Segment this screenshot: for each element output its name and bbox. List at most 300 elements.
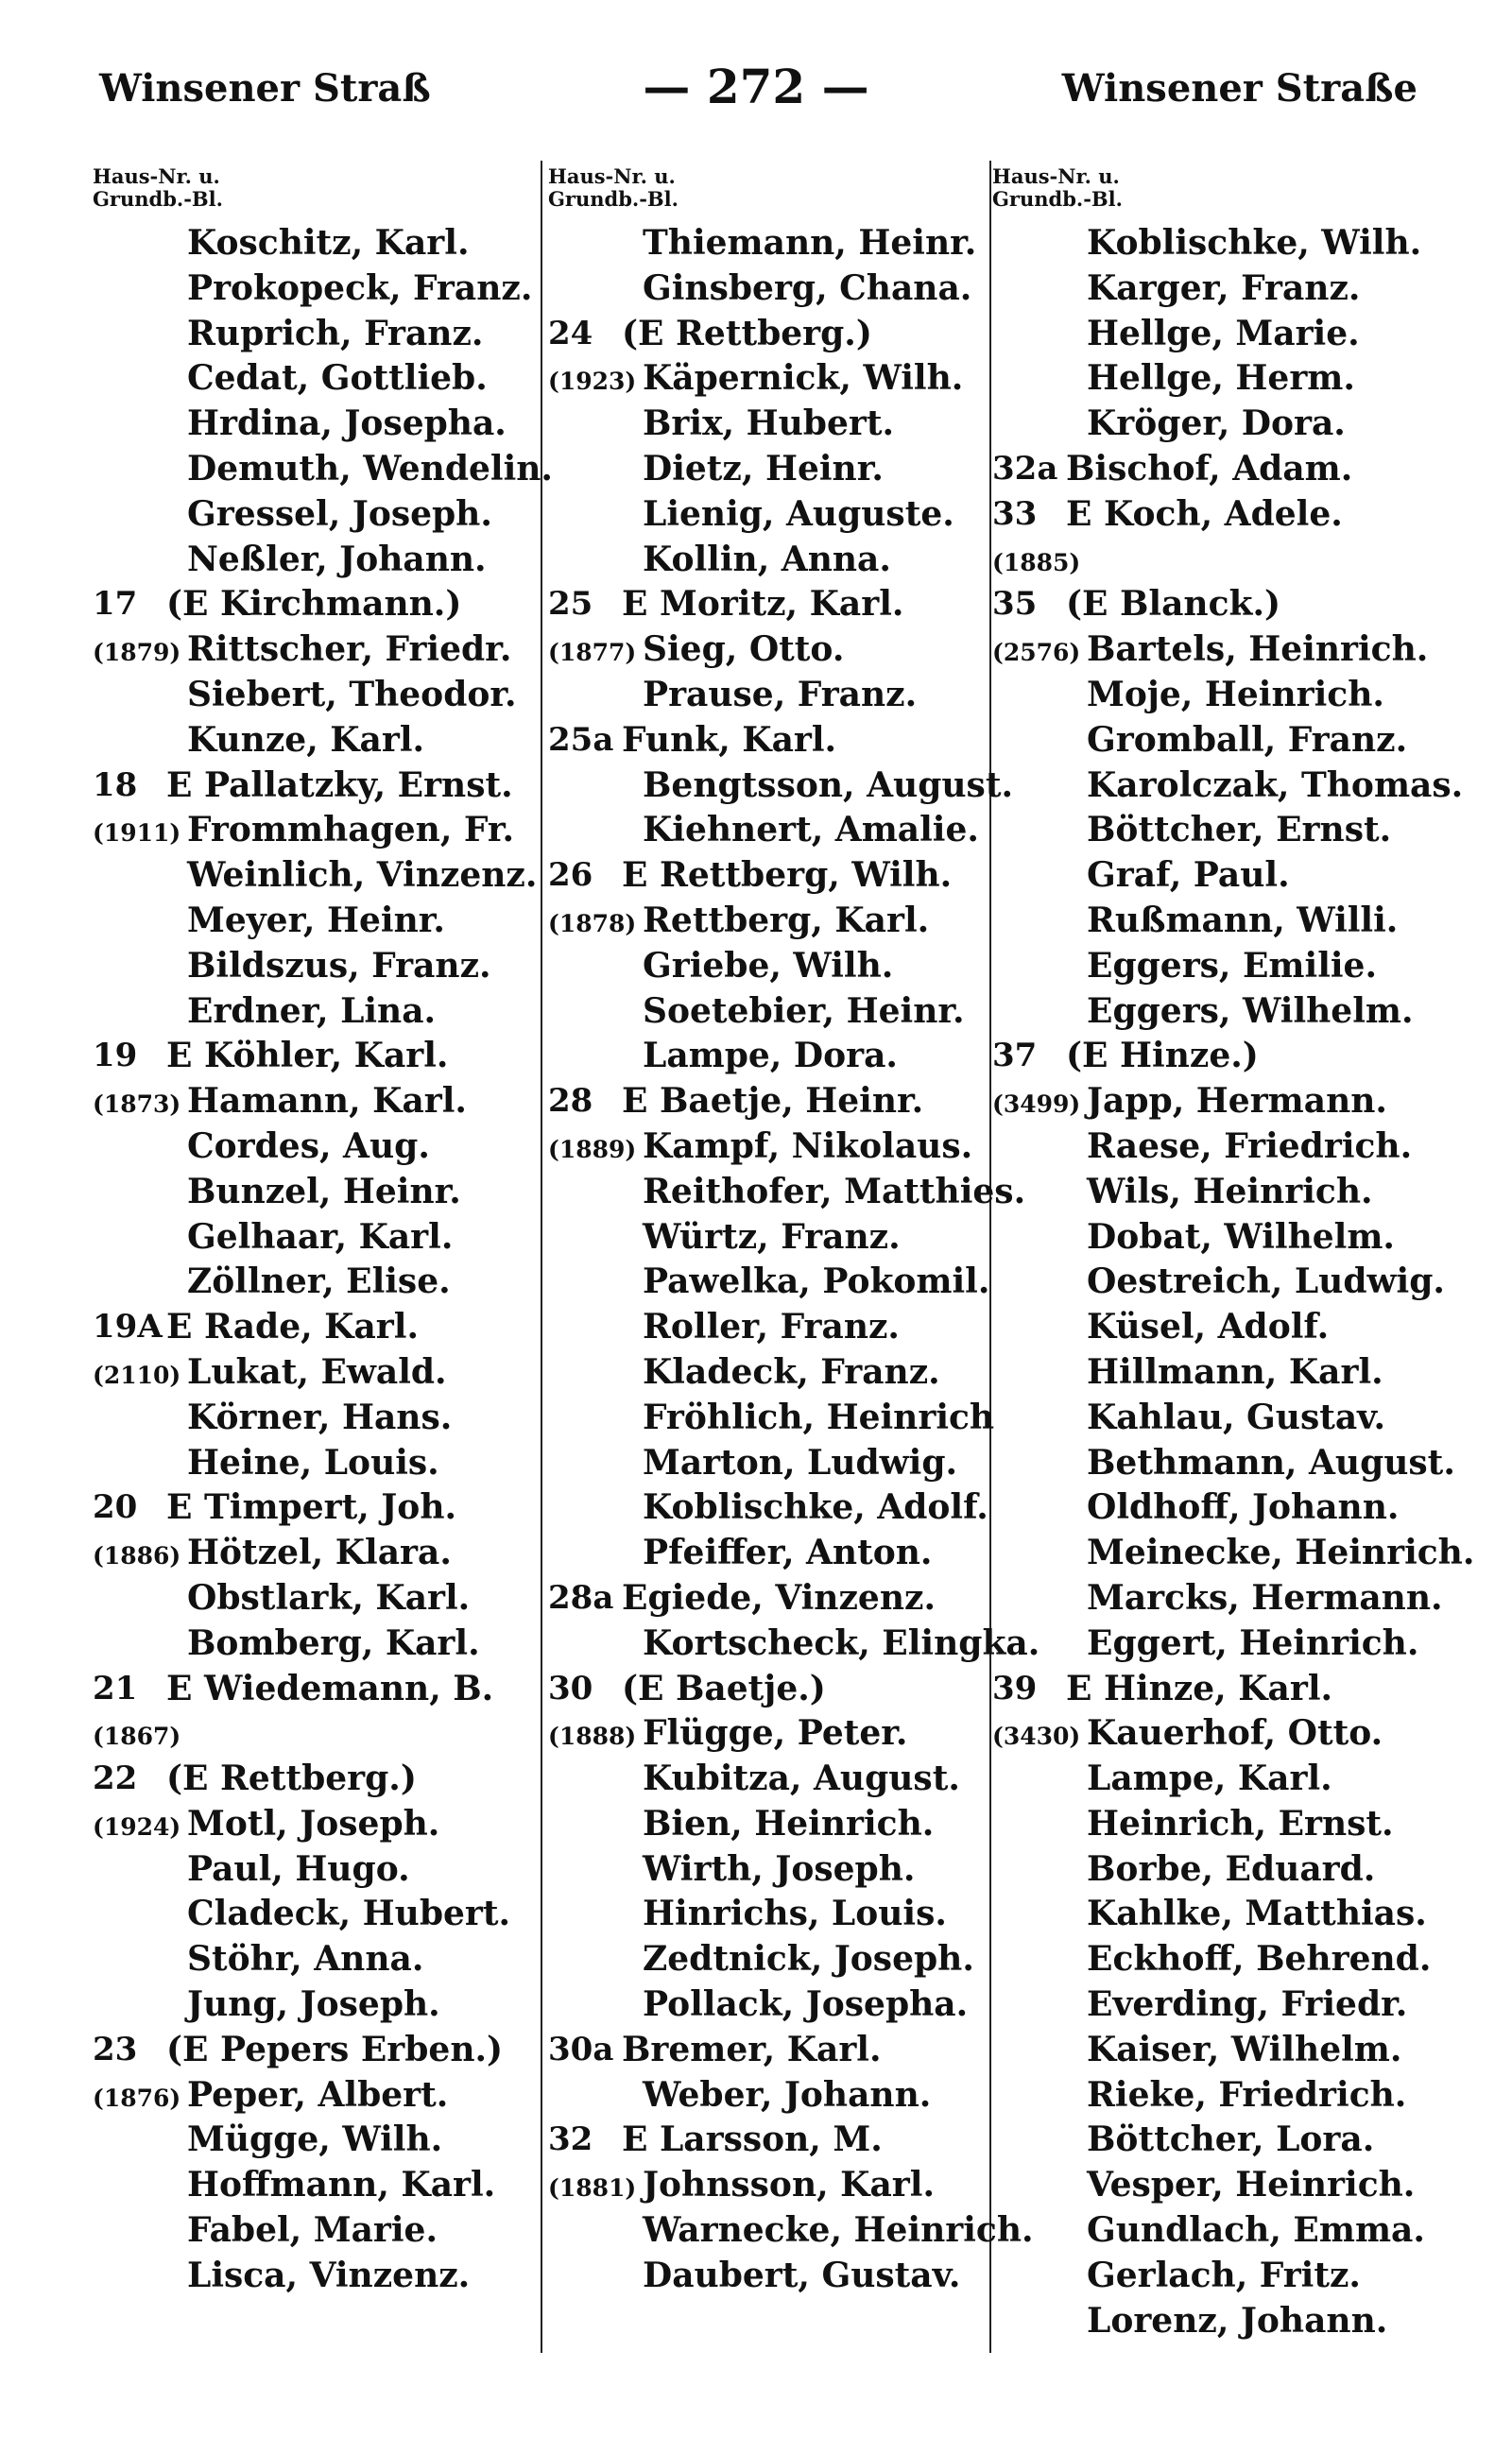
resident-name: Wils, Heinrich. [1087,1171,1373,1211]
resident-name: Hrdina, Josepha. [187,403,507,444]
resident-name: Oldhoff, Johann. [1087,1487,1400,1528]
land-register-number: (1911) [93,819,181,848]
resident-name: Funk, Karl. [622,719,837,760]
directory-entry [548,1621,1040,1666]
directory-entry [548,1259,988,1304]
directory-entry [992,446,1469,491]
directory-entry [93,2207,537,2253]
directory-entry [548,717,988,763]
resident-name: Rittscher, Friedr. [187,629,512,670]
house-number: 28a [548,1578,614,1617]
house-number: 18 [93,765,138,804]
house-number: 32 [548,2120,593,2159]
directory-entry [992,266,1469,311]
resident-name: E Moritz, Karl. [622,584,904,625]
directory-entry [93,852,537,898]
house-number: 32a [992,449,1058,488]
house-number: 30a [548,2030,614,2068]
directory-entry [548,1078,988,1124]
directory-entry [992,2117,1469,2162]
directory-entry [992,220,1469,266]
land-register-number: (1924) [93,1812,181,1841]
column-header-line2: Grundb.-Bl. [548,187,679,211]
directory-entry [93,1033,537,1078]
directory-entry [548,988,988,1034]
resident-name: Zöllner, Elise. [187,1261,451,1302]
resident-name: Marton, Ludwig. [643,1442,958,1483]
column-3 [992,164,1475,2342]
column-header-line2: Grundb.-Bl. [93,187,223,211]
column-1 [93,164,553,2298]
directory-entry [992,2207,1469,2253]
resident-name: Jung, Joseph. [187,1984,440,2025]
resident-name: Bunzel, Heinr. [187,1171,461,1211]
directory-entry [93,2162,537,2207]
land-register-number: (1888) [548,1723,637,1751]
resident-name: Prause, Franz. [643,674,918,714]
resident-name: Graf, Paul. [1087,855,1290,896]
directory-entry [93,717,537,763]
directory-entry [93,446,553,491]
resident-name: Hötzel, Klara. [187,1533,452,1573]
directory-entry [548,491,988,537]
column-header [992,165,1469,220]
resident-name: Thiemann, Heinr. [643,223,977,263]
house-number: 37 [992,1037,1038,1075]
land-register-number: (3430) [992,1723,1081,1751]
directory-entry [93,311,537,356]
column-header [548,165,988,220]
resident-name: Erdner, Lina. [187,990,437,1031]
directory-entry [93,266,537,311]
resident-name: Bomberg, Karl. [187,1622,480,1663]
directory-entry [548,2027,988,2072]
directory-entry [93,1936,537,1982]
directory-entry [992,2162,1469,2207]
resident-name: Hillmann, Karl. [1087,1351,1383,1392]
directory-entry [548,2253,988,2298]
directory-entry [93,1846,537,1892]
directory-entry [548,1214,988,1260]
resident-name: Mügge, Wilh. [187,2119,443,2160]
directory-entry [548,1936,988,1982]
directory-entry [992,1214,1469,1260]
resident-name: Koschitz, Karl. [187,223,470,263]
house-number: 39 [992,1669,1038,1708]
resident-name: Rettberg, Karl. [643,900,930,940]
resident-name: (E Hinze.) [1066,1036,1259,1076]
directory-entry [93,1169,537,1214]
directory-entry [93,401,537,446]
directory-entry [992,401,1469,446]
resident-name: Lukat, Ewald. [187,1351,447,1392]
directory-entry [992,1395,1469,1440]
resident-name: Daubert, Gustav. [643,2255,961,2295]
land-register-number: (1923) [548,368,637,396]
column-header-line1: Haus-Nr. u. [93,164,220,188]
house-number: 25a [548,720,614,759]
resident-name: Warnecke, Heinrich. [643,2210,1034,2251]
land-register-number: (1877) [548,639,637,667]
resident-name: Neßler, Johann. [187,539,487,579]
resident-name: Eggers, Wilhelm. [1087,990,1414,1031]
directory-entry [93,2253,537,2298]
directory-entry [992,2072,1469,2118]
resident-name: Reithofer, Matthies. [643,1171,1026,1211]
directory-entry [548,2207,1034,2253]
directory-entry [93,1395,537,1440]
directory-entry [93,626,537,672]
directory-entry [548,2117,988,2162]
directory-entry [992,763,1469,808]
resident-name: Heine, Louis. [187,1442,439,1483]
resident-name: Sieg, Otto. [643,629,845,670]
directory-entry [992,898,1469,943]
directory-entry [93,1304,537,1349]
resident-name: Siebert, Theodor. [187,674,517,714]
directory-entry [992,1846,1469,1892]
directory-entry [93,1982,537,2027]
directory-entry [992,2298,1469,2343]
directory-entry [992,1033,1469,1078]
house-number: 35 [992,585,1038,624]
resident-name: Kaiser, Wilhelm. [1087,2029,1402,2069]
directory-entry [992,355,1469,401]
land-register-number: (2110) [93,1361,181,1389]
directory-entry [548,672,988,717]
resident-name: Würtz, Franz. [643,1216,901,1257]
resident-name: Roller, Franz. [643,1307,900,1347]
resident-name: Heinrich, Ernst. [1087,1803,1394,1844]
directory-entry [93,537,537,582]
resident-name: (E Kirchmann.) [166,584,462,625]
directory-entry [992,1936,1469,1982]
resident-name: E Rettberg, Wilh. [622,855,953,896]
resident-name: Kiehnert, Amalie. [643,810,979,850]
directory-entry [548,1169,1026,1214]
page-number: — 272 — [643,59,869,114]
directory-entry [93,1710,537,1756]
resident-name: (E Rettberg.) [622,313,872,353]
resident-name: Kollin, Anna. [643,539,891,579]
house-number: 33 [992,494,1038,533]
resident-name: Ruprich, Franz. [187,313,484,353]
column-header-line2: Grundb.-Bl. [992,187,1123,211]
resident-name: E Pallatzky, Ernst. [166,764,513,805]
resident-name: Rieke, Friedrich. [1087,2074,1407,2115]
directory-entry [548,2072,988,2118]
directory-entry [548,1710,988,1756]
resident-name: Pollack, Josepha. [643,1984,969,2025]
resident-name: Moje, Heinrich. [1087,674,1384,714]
directory-entry [93,1756,537,1801]
column-header-line1: Haus-Nr. u. [992,164,1120,188]
directory-entry [548,355,988,401]
directory-entry [93,1440,537,1485]
resident-name: Eckhoff, Behrend. [1087,1939,1432,1980]
resident-name: Gerlach, Fritz. [1087,2255,1361,2295]
resident-name: Griebe, Wilh. [643,945,894,986]
directory-entry [93,1621,537,1666]
directory-entry [992,1801,1469,1846]
directory-entry [548,266,988,311]
land-register-number: (1885) [992,548,1081,576]
resident-name: Eggers, Emilie. [1087,945,1377,986]
directory-entry [93,581,537,626]
resident-name: Peper, Albert. [187,2074,449,2115]
resident-name: Cedat, Gottlieb. [187,358,488,399]
resident-name: Dietz, Heinr. [643,448,884,489]
resident-name: Fröhlich, Heinrich [643,1397,995,1437]
resident-name: Dobat, Wilhelm. [1087,1216,1395,1257]
resident-name: E Baetje, Heinr. [622,1081,924,1122]
resident-name: Koblischke, Wilh. [1087,223,1422,263]
directory-entry [992,1440,1469,1485]
land-register-number: (1879) [93,639,181,667]
resident-name: Bildszus, Franz. [187,945,491,986]
house-number: 25 [548,585,593,624]
land-register-number: (1873) [93,1090,181,1119]
land-register-number: (3499) [992,1090,1081,1119]
resident-name: Frommhagen, Fr. [187,810,515,850]
directory-entry [992,1710,1469,1756]
running-head-left: Winsener Straß [99,66,431,111]
directory-entry [93,491,537,537]
resident-name: Kubitza, August. [643,1759,960,1799]
directory-entry [548,446,988,491]
land-register-number: (1881) [548,2174,637,2203]
resident-name: (E Pepers Erben.) [166,2029,504,2069]
land-register-number: (2576) [992,639,1081,667]
land-register-number: (1886) [93,1542,181,1570]
directory-entry [548,401,988,446]
directory-entry [548,1124,988,1169]
resident-name: (E Blanck.) [1066,584,1281,625]
resident-name: Johnsson, Karl. [643,2165,935,2205]
resident-name: Ginsberg, Chana. [643,267,972,308]
resident-name: Rußmann, Willi. [1087,900,1399,940]
resident-name: Borbe, Eduard. [1087,1848,1376,1889]
resident-name: Körner, Hans. [187,1397,453,1437]
resident-name: Demuth, Wendelin. [187,448,553,489]
directory-entry [93,763,537,808]
directory-entry [93,807,537,852]
directory-entry [992,807,1469,852]
resident-name: Hellge, Marie. [1087,313,1360,353]
resident-name: Küsel, Adolf. [1087,1307,1330,1347]
house-number: 17 [93,585,138,624]
directory-entry [93,1575,537,1621]
directory-entry [548,1891,988,1936]
resident-name: Marcks, Hermann. [1087,1577,1443,1618]
resident-name: Koblischke, Adolf. [643,1487,988,1528]
directory-entry [93,1666,537,1711]
house-number: 30 [548,1669,593,1708]
resident-name: Everding, Friedr. [1087,1984,1408,2025]
resident-name: Böttcher, Lora. [1087,2119,1375,2160]
directory-entry [548,1756,988,1801]
directory-entry [93,1801,537,1846]
resident-name: Hamann, Karl. [187,1081,467,1122]
resident-name: E Wiedemann, B. [166,1668,494,1708]
directory-entry [93,2117,537,2162]
resident-name: Japp, Hermann. [1087,1081,1387,1122]
resident-name: Soetebier, Heinr. [643,990,965,1031]
resident-name: E Koch, Adele. [1066,493,1343,534]
resident-name: (E Rettberg.) [166,1759,417,1799]
directory-entry [992,1575,1469,1621]
directory-entry [992,943,1469,988]
resident-name: Pawelka, Pokomil. [643,1261,990,1302]
resident-name: Böttcher, Ernst. [1087,810,1392,850]
resident-name: Kortscheck, Elingka. [643,1622,1040,1663]
directory-entry [992,1982,1469,2027]
directory-entry [548,898,988,943]
resident-name: Karger, Franz. [1087,267,1361,308]
column-header [93,165,537,220]
resident-name: Lisca, Vinzenz. [187,2255,471,2295]
resident-name: Karolczak, Thomas. [1087,764,1464,805]
directory-entry [93,1124,537,1169]
land-register-number: (1889) [548,1135,637,1163]
resident-name: Kladeck, Franz. [643,1351,940,1392]
resident-name: Gelhaar, Karl. [187,1216,454,1257]
directory-entry [992,852,1469,898]
resident-name: Meinecke, Heinrich. [1087,1533,1475,1573]
directory-entry [548,943,988,988]
directory-entry [93,2072,537,2118]
directory-entry [93,1530,537,1575]
house-number: 22 [93,1759,138,1798]
directory-entry [992,1891,1469,1936]
resident-name: Meyer, Heinr. [187,900,445,940]
directory-entry [992,988,1469,1034]
directory-entry [548,1349,988,1395]
directory-entry [992,1124,1469,1169]
house-number: 19 [93,1037,138,1075]
directory-entry [548,626,988,672]
resident-name: Oestreich, Ludwig. [1087,1261,1445,1302]
directory-entry [548,852,988,898]
resident-name: Cladeck, Hubert. [187,1894,511,1934]
resident-name: Hoffmann, Karl. [187,2165,496,2205]
directory-entry [93,672,537,717]
house-number: 21 [93,1669,138,1708]
resident-name: Bischof, Adam. [1066,448,1353,489]
directory-entry [548,311,988,356]
directory-entry [992,1530,1475,1575]
column-divider [989,161,991,2353]
resident-name: E Timpert, Joh. [166,1487,457,1528]
resident-name: Raese, Friedrich. [1087,1125,1413,1166]
directory-entry [992,1169,1469,1214]
house-number: 20 [93,1488,138,1527]
resident-name: Kauerhof, Otto. [1087,1713,1383,1754]
directory-entry [93,1214,537,1260]
resident-name: Brix, Hubert. [643,403,894,444]
resident-name: Obstlark, Karl. [187,1577,471,1618]
resident-name: Eggert, Heinrich. [1087,1622,1419,1663]
resident-name: Bengtsson, August. [643,764,1013,805]
resident-name: Kahlau, Gustav. [1087,1397,1386,1437]
directory-entry [992,2027,1469,2072]
directory-entry [93,943,537,988]
resident-name: Wirth, Joseph. [643,1848,916,1889]
directory-entry [548,807,988,852]
resident-name: Zedtnick, Joseph. [643,1939,974,1980]
resident-name: Vesper, Heinrich. [1087,2165,1416,2205]
resident-name: Gressel, Joseph. [187,493,492,534]
directory-entry [548,1801,988,1846]
directory-entry [992,1756,1469,1801]
resident-name: Flügge, Peter. [643,1713,908,1754]
directory-entry [548,1033,988,1078]
resident-name: Prokopeck, Franz. [187,267,533,308]
resident-name: Gundlach, Emma. [1087,2210,1425,2251]
directory-entry [992,1078,1469,1124]
directory-entry [548,1666,988,1711]
directory-entry [548,1395,995,1440]
directory-entry [548,763,1013,808]
directory-entry [93,898,537,943]
directory-entry [992,626,1469,672]
directory-entry [93,1484,537,1530]
resident-name: E Larsson, M. [622,2119,883,2160]
directory-entry [548,1575,988,1621]
directory-entry [548,581,988,626]
land-register-number: (1876) [93,2084,181,2112]
directory-entry [548,1440,988,1485]
resident-name: E Rade, Karl. [166,1307,419,1347]
directory-entry [548,220,988,266]
directory-entry [992,581,1469,626]
resident-name: Hinrichs, Louis. [643,1894,947,1934]
resident-name: Stöhr, Anna. [187,1939,424,1980]
resident-name: (E Baetje.) [622,1668,826,1708]
directory-entry [93,1349,537,1395]
directory-entry [992,1484,1469,1530]
resident-name: Pfeiffer, Anton. [643,1533,933,1573]
resident-name: Käpernick, Wilh. [643,358,964,399]
house-number: 24 [548,314,593,352]
resident-name: Bethmann, August. [1087,1442,1455,1483]
resident-name: Lorenz, Johann. [1087,2300,1388,2341]
running-head-right: Winsener Straße [1061,66,1418,111]
directory-entry [93,355,537,401]
directory-entry [992,717,1469,763]
resident-name: E Hinze, Karl. [1066,1668,1333,1708]
directory-entry [93,1891,537,1936]
resident-name: Lienig, Auguste. [643,493,954,534]
directory-entry [992,2253,1469,2298]
directory-entry [93,988,537,1034]
directory-entry [93,1078,537,1124]
resident-name: Kampf, Nikolaus. [643,1125,973,1166]
directory-entry [992,1349,1469,1395]
resident-name: Lampe, Dora. [643,1036,898,1076]
resident-name: Kunze, Karl. [187,719,425,760]
resident-name: Bartels, Heinrich. [1087,629,1429,670]
directory-entry [93,220,537,266]
resident-name: Fabel, Marie. [187,2210,438,2251]
resident-name: Hellge, Herm. [1087,358,1355,399]
house-number: 26 [548,856,593,895]
directory-entry [992,1621,1469,1666]
resident-name: Bien, Heinrich. [643,1803,935,1844]
directory-entry [992,1666,1469,1711]
resident-name: Weinlich, Vinzenz. [187,855,538,896]
column-header-line1: Haus-Nr. u. [548,164,676,188]
